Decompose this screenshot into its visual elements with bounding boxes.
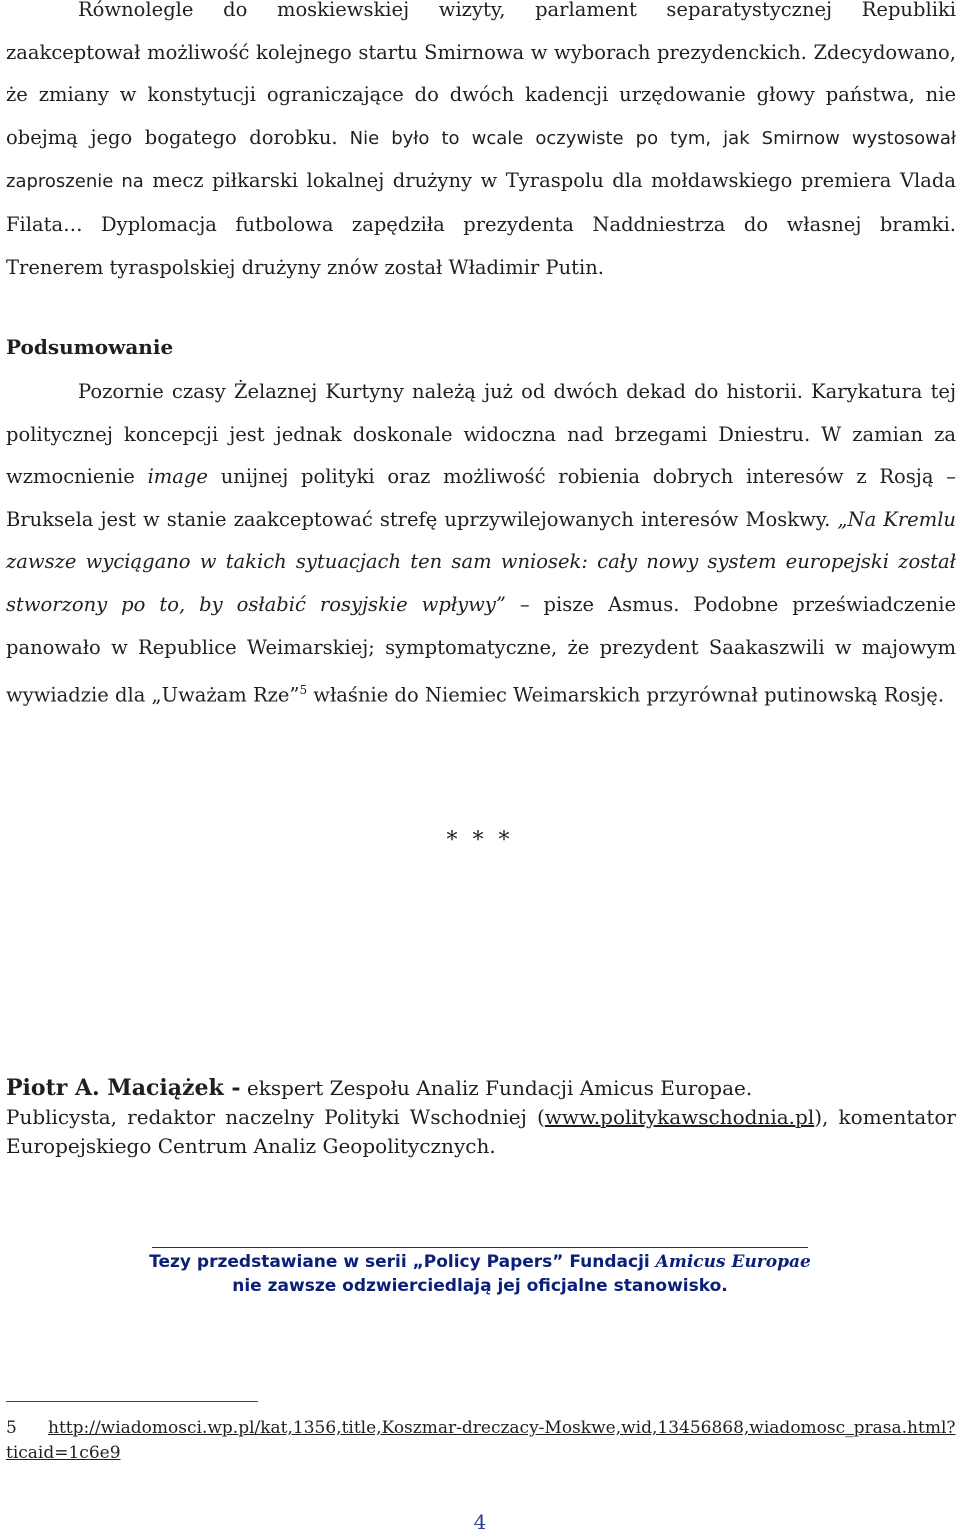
disclaimer-line2: nie zawsze odzwierciedlają jej oficjalne stanowisko. bbox=[232, 1276, 728, 1296]
summary-quote: „Na Kremlu zawsze wyciągano w takich sytuacjach ten sam wniosek: cały nowy system europejski został stworzony po to, by osłabić rosyjskie wpływy” bbox=[6, 507, 956, 616]
summary-text-d: właśnie do Niemiec Weimarskich przyrównał putinowską Rosję. bbox=[307, 683, 945, 707]
section-heading: Podsumowanie bbox=[6, 335, 174, 359]
author-line2-b: ), komentator Europejskiego Centrum Analiz Geopolitycznych. bbox=[6, 1105, 956, 1158]
disclaimer bbox=[0, 1250, 960, 1298]
summary-text-b: unijnej polityki oraz możliwość robienia dobrych interesów z Rosją – Bruksela jest w stanie zaakceptować strefę uprzywilejowanych interesów Moskwy. bbox=[6, 465, 956, 531]
paragraph-smirnov-text: Równolegle do moskiewskiej wizyty, parlament separatystycznej Republiki zaakceptował możliwość kolejnego startu Smirnowa w wyborach prezydenckich. Zdecydowano, że zmiany w konstytucji ograniczające do dwóch kadencji urzędowanie głowy państwa, nie obejmą jego bogatego dorobku. bbox=[6, 0, 956, 149]
disclaimer-rule bbox=[152, 1247, 808, 1248]
author-line2-a: Publicysta, redaktor naczelny Polityki Wschodniej ( bbox=[6, 1105, 545, 1129]
footnote-number: 5 bbox=[6, 1418, 17, 1438]
footnote-rule bbox=[6, 1401, 258, 1402]
disclaimer-line1: Tezy przedstawiane w serii „Policy Papers” Fundacji bbox=[149, 1252, 656, 1272]
author-role: ekspert Zespołu Analiz Fundacji Amicus Europae. bbox=[240, 1076, 753, 1100]
paragraph-smirnov-rest: mecz piłkarski lokalnej drużyny w Tyraspolu dla mołdawskiego premiera Vlada Filata… Dyplomacja futbolowa zapędziła prezydenta Naddniestrza do własnej bramki. Trenerem tyraspolskiej drużyny znów został Władimir Putin. bbox=[6, 169, 956, 279]
paragraph-smirnov-sans: Nie było to wcale oczywiste po tym, jak Smirnow wystosował zaproszenie na bbox=[6, 127, 956, 193]
footnote-ref[interactable]: 5 bbox=[299, 683, 308, 698]
author-website-link[interactable]: www.politykawschodnia.pl bbox=[544, 1105, 815, 1129]
summary-text-a: Pozornie czasy Żelaznej Kurtyny należą już od dwóch dekad do historii. Karykatura tej politycznej koncepcji jest jednak doskonale widoczna nad brzegami Dniestru. W zamian za wzmocnienie bbox=[6, 380, 956, 489]
page-number: 4 bbox=[473, 1510, 487, 1534]
summary-text-c: – pisze Asmus. Podobne przeświadczenie panowało w Republice Weimarskiej; symptomatyczne, że prezydent Saakaszwili w majowym wywiadzie dla „Uważam Rze” bbox=[6, 592, 956, 707]
paragraph-summary bbox=[6, 371, 956, 717]
disclaimer-italic: Amicus Europae bbox=[655, 1252, 811, 1272]
paragraph-smirnov bbox=[6, 0, 956, 289]
author-name: Piotr A. Maciążek - bbox=[6, 1075, 241, 1101]
footnote bbox=[6, 1416, 956, 1466]
section-separator: * * * bbox=[446, 828, 514, 853]
author-bio bbox=[6, 1074, 956, 1161]
footnote-link[interactable]: http://wiadomosci.wp.pl/kat,1356,title,Koszmar-dreczacy-Moskwe,wid,13456868,wiadomosc_prasa.html?ticaid=1c6e9 bbox=[6, 1418, 956, 1463]
summary-image-word: image bbox=[147, 465, 208, 489]
